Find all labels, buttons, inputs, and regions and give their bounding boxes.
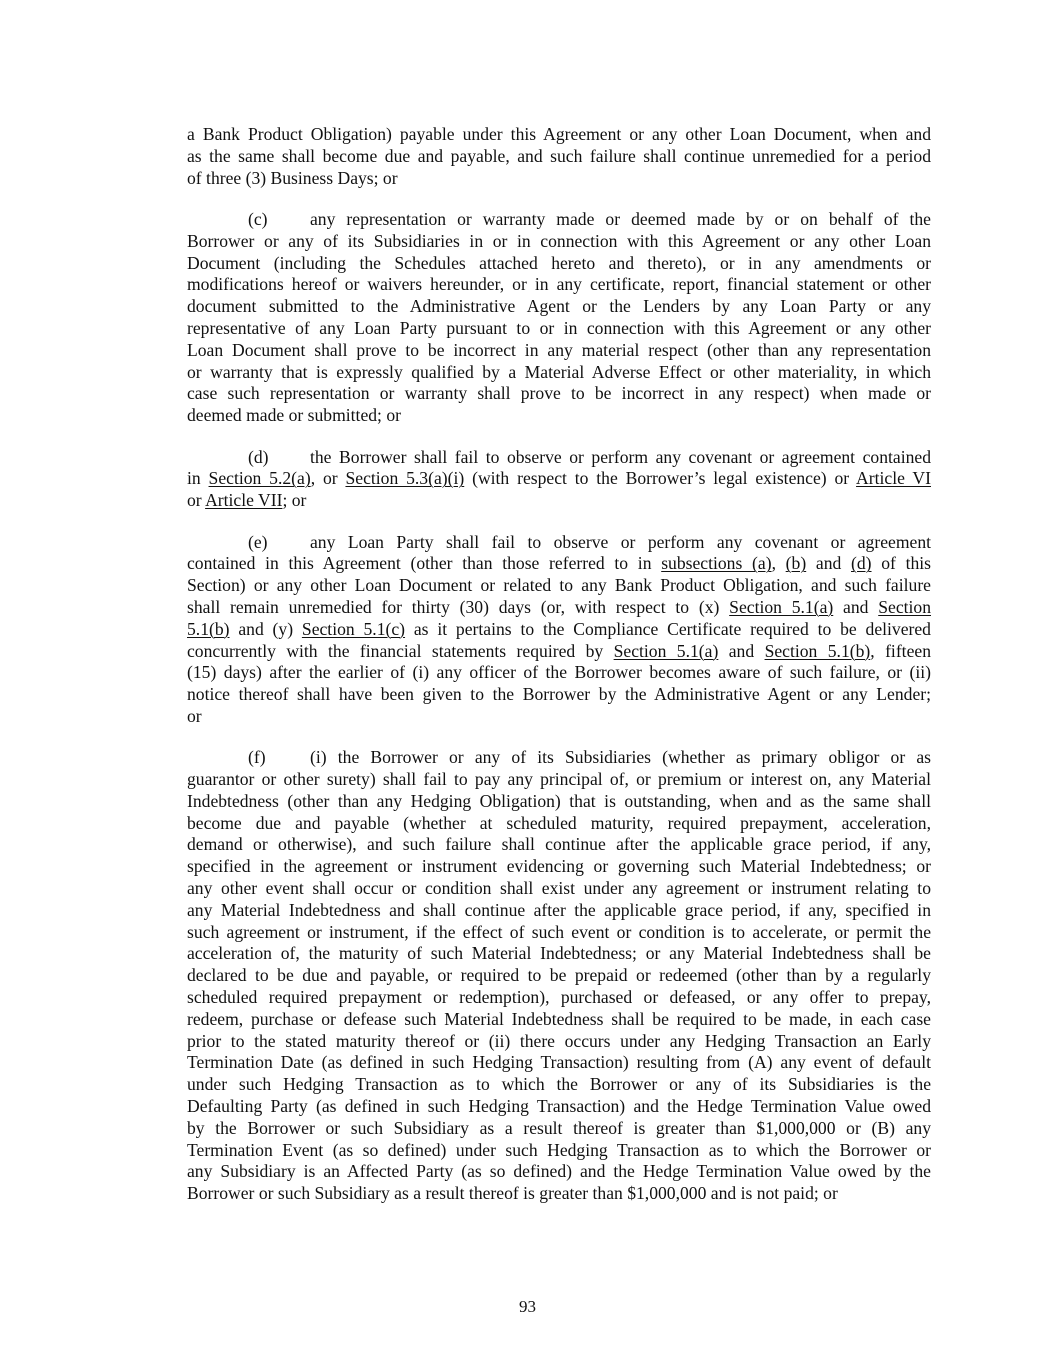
text-segment: modifications hereof or waivers hereunder, or in any certificate, report, financial statement or other bbox=[187, 274, 931, 295]
clause-c bbox=[187, 209, 931, 427]
text-line bbox=[187, 834, 931, 856]
text-line bbox=[187, 1031, 931, 1053]
text-segment: Borrower or such Subsidiary as a result thereof is greater than $1,000,000 and is not paid; or bbox=[187, 1183, 838, 1204]
text-segment: or bbox=[187, 705, 202, 726]
text-segment: in bbox=[187, 468, 209, 489]
text-line bbox=[187, 1118, 931, 1140]
text-segment: notice thereof shall have been given to the Borrower by the Administrative Agent or any Lender; bbox=[187, 684, 931, 705]
text-segment: prior to the stated maturity thereof or (ii) there occurs under any Hedging Transaction an Early bbox=[187, 1030, 931, 1051]
text-segment: Document (including the Schedules attached hereto and thereto), or in any amendments or bbox=[187, 252, 931, 273]
text-line bbox=[187, 900, 931, 922]
clause-label: (d) bbox=[248, 446, 269, 467]
text-segment: ; or bbox=[282, 490, 307, 511]
cross-reference: (b) bbox=[785, 553, 807, 574]
text-segment: such agreement or instrument, if the effect of such event or condition is to accelerate, or permit the bbox=[187, 921, 931, 942]
text-segment: shall remain unremedied for thirty (30) days (or, with respect to (x) bbox=[187, 596, 730, 617]
cross-reference: (d) bbox=[851, 553, 872, 574]
text-line bbox=[187, 641, 931, 663]
text-line bbox=[187, 943, 931, 965]
text-line bbox=[187, 447, 931, 469]
text-line bbox=[187, 168, 931, 190]
text-segment: declared to be due and payable, or required to be prepaid or redeemed (other than by a regularly bbox=[187, 965, 931, 986]
text-line bbox=[187, 1009, 931, 1031]
text-line bbox=[187, 791, 931, 813]
text-segment: any representation or warranty made or deemed made by or on behalf of the bbox=[310, 208, 931, 229]
text-line bbox=[187, 1052, 931, 1074]
text-segment: any Subsidiary is an Affected Party (as so defined) and the Hedge Termination Value owed by the bbox=[187, 1161, 931, 1182]
text-segment: Loan Document shall prove to be incorrect in any material respect (other than any representation bbox=[187, 339, 931, 360]
text-line bbox=[187, 597, 931, 619]
text-segment: Indebtedness (other than any Hedging Obligation) that is outstanding, when and as the same shall bbox=[187, 790, 931, 811]
text-segment: specified in the agreement or instrument evidencing or governing such Material Indebtedness; or bbox=[187, 856, 931, 877]
text-line bbox=[187, 231, 931, 253]
text-segment: become due and payable (whether at scheduled maturity, required prepayment, acceleration, bbox=[187, 812, 931, 833]
text-segment: Defaulting Party (as defined in such Hedging Transaction) and the Hedge Termination Value owed bbox=[187, 1096, 931, 1117]
text-segment: contained in this Agreement (other than those referred to in bbox=[187, 553, 662, 574]
text-line bbox=[187, 1096, 931, 1118]
clause-f bbox=[187, 747, 931, 1205]
text-segment: and bbox=[833, 596, 879, 617]
clause-first-line bbox=[310, 747, 931, 769]
text-line bbox=[187, 253, 931, 275]
text-line bbox=[187, 340, 931, 362]
text-line bbox=[187, 146, 931, 168]
text-segment: any other event shall occur or condition shall exist under any agreement or instrument relating to bbox=[187, 878, 931, 899]
cross-reference: Section 5.1(b) bbox=[764, 640, 871, 661]
text-line bbox=[187, 1140, 931, 1162]
text-line bbox=[187, 706, 931, 728]
text-segment: any Material Indebtedness and shall continue after the applicable grace period, if any, specified in bbox=[187, 899, 931, 920]
text-segment: and bbox=[718, 640, 765, 661]
text-line bbox=[187, 575, 931, 597]
text-segment: demand or otherwise), and such failure shall continue after the applicable grace period, if any, bbox=[187, 834, 931, 855]
text-segment: Termination Date (as defined in such Hedging Transaction) resulting from (A) any event of default bbox=[187, 1052, 931, 1073]
text-segment: scheduled required prepayment or redemption), purchased or defeased, or any offer to prepay, bbox=[187, 987, 931, 1008]
text-segment: (i) the Borrower or any of its Subsidiaries (whether as primary obligor or as bbox=[310, 747, 931, 768]
text-line bbox=[187, 490, 931, 512]
cross-reference: Article VII bbox=[205, 490, 283, 511]
clause-first-line bbox=[310, 447, 931, 469]
text-line bbox=[187, 1183, 931, 1205]
clause-first-line bbox=[310, 209, 931, 231]
text-segment: Section) or any other Loan Document or related to any Bank Product Obligation, and such failure bbox=[187, 575, 931, 596]
text-line bbox=[187, 1074, 931, 1096]
cross-reference: Section bbox=[878, 596, 931, 617]
text-segment: or bbox=[187, 490, 206, 511]
text-segment: (15) days) after the earlier of (i) any officer of the Borrower becomes aware of such failure, or (ii) bbox=[187, 662, 931, 683]
text-line bbox=[187, 468, 931, 490]
text-segment: guarantor or other surety) shall fail to pay any principal of, or premium or interest on, any Material bbox=[187, 769, 931, 790]
text-segment: and bbox=[806, 553, 851, 574]
text-line bbox=[187, 553, 931, 575]
page-number: 93 bbox=[519, 1297, 536, 1316]
text-segment: concurrently with the financial statements required by bbox=[187, 640, 614, 661]
text-line bbox=[187, 274, 931, 296]
clause-label: (c) bbox=[248, 208, 268, 229]
text-segment: any Loan Party shall fail to observe or perform any covenant or agreement bbox=[310, 531, 931, 552]
cross-reference: Article VI bbox=[856, 468, 931, 489]
text-line bbox=[187, 318, 931, 340]
document-body bbox=[187, 124, 931, 1205]
text-segment: Borrower or any of its Subsidiaries in or in connection with this Agreement or any other Loan bbox=[187, 230, 931, 251]
text-segment: or warranty that is expressly qualified by a Material Adverse Effect or other materiality, in which bbox=[187, 361, 931, 382]
text-line bbox=[187, 532, 931, 554]
text-segment: acceleration of, the maturity of such Material Indebtedness; or any Material Indebtedness shall be bbox=[187, 943, 931, 964]
text-line bbox=[187, 684, 931, 706]
text-segment: of this bbox=[871, 553, 931, 574]
text-segment: a Bank Product Obligation) payable under this Agreement or any other Loan Document, when and bbox=[187, 124, 931, 144]
cross-reference: Section 5.1(a) bbox=[613, 640, 719, 661]
text-segment: representative of any Loan Party pursuant to or in connection with this Agreement or any other bbox=[187, 317, 931, 338]
text-segment: the Borrower shall fail to observe or perform any covenant or agreement contained bbox=[310, 446, 931, 467]
cross-reference: subsections (a) bbox=[661, 553, 772, 574]
text-line bbox=[187, 209, 931, 231]
text-line bbox=[187, 747, 931, 769]
text-line bbox=[187, 362, 931, 384]
text-line bbox=[187, 124, 931, 146]
text-line bbox=[187, 878, 931, 900]
cross-reference: Section 5.1(a) bbox=[729, 596, 834, 617]
text-line bbox=[187, 296, 931, 318]
cross-reference: Section 5.1(c) bbox=[301, 618, 406, 639]
text-segment: , or bbox=[310, 468, 346, 489]
text-segment: (with respect to the Borrower’s legal existence) or bbox=[464, 468, 857, 489]
cross-reference: 5.1(b) bbox=[187, 618, 230, 639]
text-segment: , fifteen bbox=[870, 640, 931, 661]
text-segment: as the same shall become due and payable, and such failure shall continue unremedied for a period bbox=[187, 145, 931, 166]
text-segment: document submitted to the Administrative Agent or the Lenders by any Loan Party or any bbox=[187, 296, 931, 317]
continued-paragraph bbox=[187, 124, 931, 189]
text-segment: and (y) bbox=[229, 618, 302, 639]
clause-d bbox=[187, 447, 931, 512]
text-line bbox=[187, 965, 931, 987]
clause-first-line bbox=[310, 532, 931, 554]
text-line bbox=[187, 769, 931, 791]
text-line bbox=[187, 1161, 931, 1183]
text-line bbox=[187, 987, 931, 1009]
text-segment: , bbox=[771, 553, 786, 574]
text-segment: case such representation or warranty shall prove to be incorrect in any respect) when made or bbox=[187, 383, 931, 404]
text-line bbox=[187, 813, 931, 835]
text-line bbox=[187, 405, 931, 427]
text-segment: under such Hedging Transaction as to which the Borrower or any of its Subsidiaries is the bbox=[187, 1074, 931, 1095]
text-line bbox=[187, 383, 931, 405]
text-line bbox=[187, 619, 931, 641]
text-segment: as it pertains to the Compliance Certificate required to be delivered bbox=[405, 618, 931, 639]
text-line bbox=[187, 856, 931, 878]
text-segment: redeem, purchase or defease such Material Indebtedness shall be required to be made, in each case bbox=[187, 1008, 931, 1029]
cross-reference: Section 5.2(a) bbox=[208, 468, 311, 489]
clause-label: (e) bbox=[248, 531, 268, 552]
cross-reference: Section 5.3(a)(i) bbox=[345, 468, 465, 489]
text-segment: Termination Event (as so defined) under such Hedging Transaction as to which the Borrower or bbox=[187, 1139, 931, 1160]
clause-e bbox=[187, 532, 931, 728]
text-line bbox=[187, 922, 931, 944]
text-segment: of three (3) Business Days; or bbox=[187, 167, 398, 188]
text-segment: deemed made or submitted; or bbox=[187, 405, 401, 426]
clause-label: (f) bbox=[248, 747, 266, 768]
text-line bbox=[187, 662, 931, 684]
text-segment: by the Borrower or such Subsidiary as a result thereof is greater than $1,000,000 or (B) any bbox=[187, 1117, 931, 1138]
